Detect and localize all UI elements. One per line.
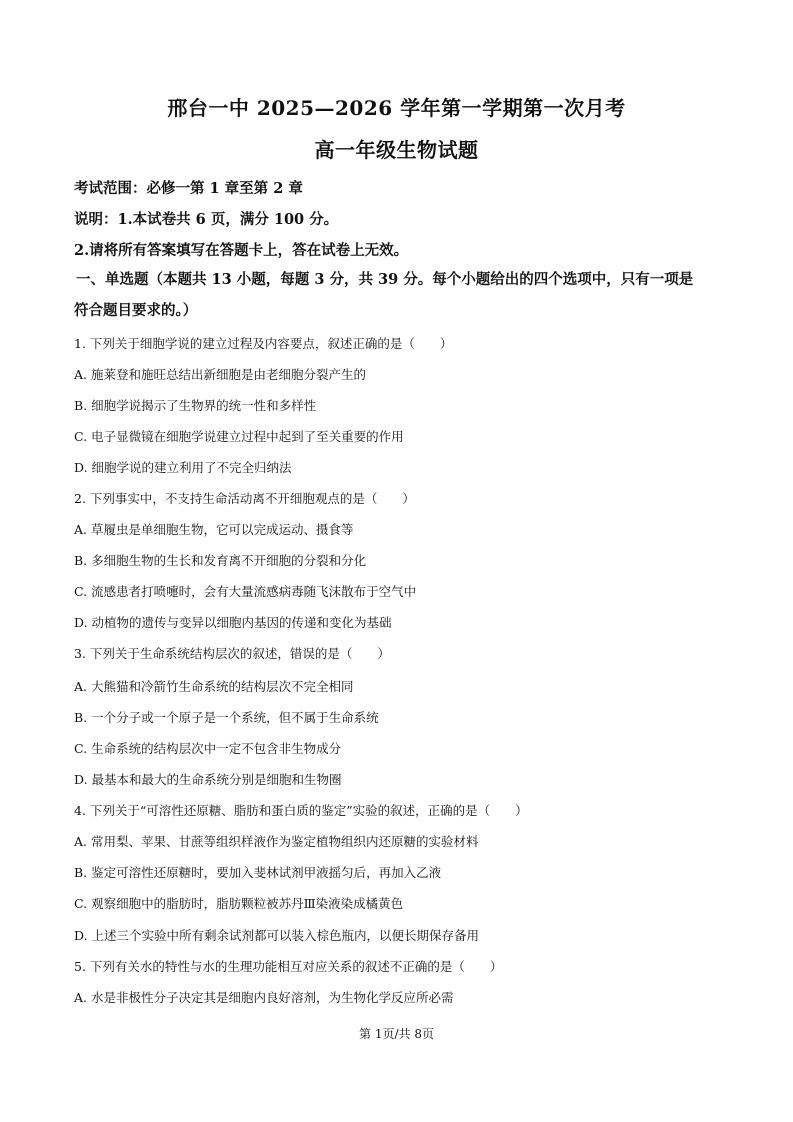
question-5-option-a: A. 水是非极性分子决定其是细胞内良好溶剂，为生物化学反应所必需 [74,990,454,1005]
exam-scope: 考试范围：必修一第 1 章至第 2 章 [74,180,303,197]
question-4-option-c: C. 观察细胞中的脂肪时，脂肪颗粒被苏丹Ⅲ染液染成橘黄色 [74,896,404,911]
question-4-option-d: D. 上述三个实验中所有剩余试剂都可以装入棕色瓶内，以便长期保存备用 [74,928,480,943]
question-3-option-c: C. 生命系统的结构层次中一定不包含非生物成分 [74,741,342,756]
question-4-option-b: B. 鉴定可溶性还原糖时，要加入斐林试剂甲液摇匀后，再加入乙液 [74,865,442,880]
question-2-option-a: A. 草履虫是单细胞生物，它可以完成运动、摄食等 [74,522,354,537]
question-3-option-b: B. 一个分子或一个原子是一个系统，但不属于生命系统 [74,710,379,725]
question-2-option-b: B. 多细胞生物的生长和发育离不开细胞的分裂和分化 [74,553,367,568]
question-1-option-a: A. 施莱登和施旺总结出新细胞是由老细胞分裂产生的 [74,367,366,382]
question-2-option-c: C. 流感患者打喷嚏时，会有大量流感病毒随飞沫散布于空气中 [74,584,417,599]
section-heading-line-1: 一、单选题（本题共 13 小题，每题 3 分，共 39 分。每个小题给出的四个选项中，只有一项是 [76,271,694,288]
question-3-stem: 3. 下列关于生命系统结构层次的叙述，错误的是（ ） [74,646,390,661]
question-3-option-d: D. 最基本和最大的生命系统分别是细胞和生物圈 [74,772,342,787]
question-2-stem: 2. 下列事实中，不支持生命活动离不开细胞观点的是（ ） [74,491,415,506]
exam-note-1: 说明：1.本试卷共 6 页，满分 100 分。 [74,211,339,228]
question-1-option-c: C. 电子显微镜在细胞学说建立过程中起到了至关重要的作用 [74,429,404,444]
question-5-stem: 5. 下列有关水的特性与水的生理功能相互对应关系的叙述不正确的是（ ） [74,959,503,974]
question-3-option-a: A. 大熊猫和冷箭竹生命系统的结构层次不完全相同 [74,679,354,694]
exam-title: 邢台一中 2025—2026 学年第一学期第一次月考 [167,96,626,120]
question-4-stem: 4. 下列关于“可溶性还原糖、脂肪和蛋白质的鉴定”实验的叙述，正确的是（ ） [74,803,528,818]
page-number: 第 1页/共 8页 [359,1027,434,1041]
exam-subtitle: 高一年级生物试题 [314,138,479,162]
section-heading-line-2: 符合题目要求的。） [74,302,198,319]
question-2-option-d: D. 动植物的遗传与变异以细胞内基因的传递和变化为基础 [74,615,392,630]
question-4-option-a: A. 常用梨、苹果、甘蔗等组织样液作为鉴定植物组织内还原糖的实验材料 [74,834,479,849]
section-heading [76,264,736,326]
question-1-option-d: D. 细胞学说的建立利用了不完全归纳法 [74,460,292,475]
question-1-option-b: B. 细胞学说揭示了生物界的统一性和多样性 [74,398,317,413]
question-1-stem: 1. 下列关于细胞学说的建立过程及内容要点，叙述正确的是（ ） [74,336,453,351]
exam-note-2: 2.请将所有答案填写在答题卡上，答在试卷上无效。 [74,242,409,259]
